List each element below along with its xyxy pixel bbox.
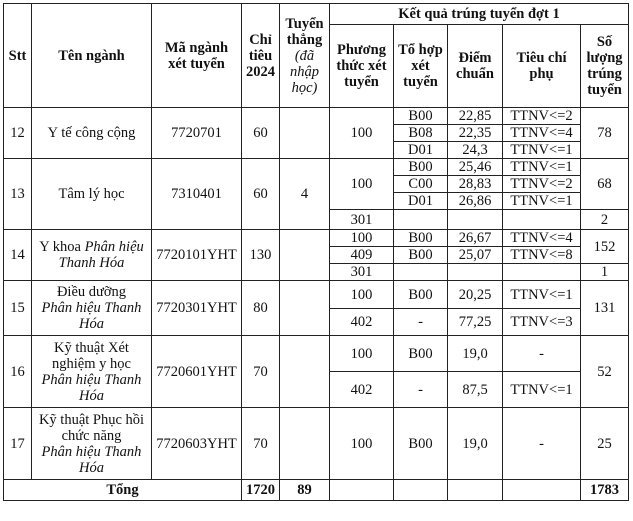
major-name-text: Kỹ thuật Xét nghiệm y học: [52, 339, 131, 372]
header-phuong-thuc: Phương thức xét tuyển: [330, 25, 394, 108]
major-name-text: Điều dưỡng: [56, 284, 127, 300]
combo-cell: D01: [394, 193, 448, 210]
admitted-count-cell: 131: [581, 281, 629, 336]
totals-blank-combo: [394, 480, 448, 501]
table-row: [4, 108, 629, 125]
score-cell: 19,0: [448, 336, 503, 372]
header-to-hop: Tổ hợp xét tuyển: [394, 25, 448, 108]
major-campus-text: Phân hiệu Thanh Hóa: [41, 300, 142, 332]
criteria-cell: [503, 264, 581, 281]
stt-cell: 13: [4, 159, 32, 230]
header-stt: Stt: [4, 4, 32, 108]
combo-cell: B00: [394, 247, 448, 264]
direct-cell: 4: [280, 159, 330, 230]
admitted-count-cell: 52: [581, 336, 629, 408]
totals-direct: 89: [280, 480, 330, 501]
admission-results-table-page: [0, 3, 633, 521]
header-tieu-chi: Tiêu chí phụ: [503, 25, 581, 108]
combo-cell: B00: [394, 159, 448, 176]
criteria-cell: -: [503, 408, 581, 480]
header-tuyen-thang-note: (đã nhập học): [290, 47, 319, 96]
criteria-cell: TTNV<=2: [503, 108, 581, 125]
quota-cell: 60: [242, 159, 280, 230]
major-code-cell: 7720101YHT: [152, 230, 242, 281]
combo-cell: B00: [394, 108, 448, 125]
admitted-count-cell: 1: [581, 264, 629, 281]
score-cell: 22,35: [448, 125, 503, 142]
score-cell: 19,0: [448, 408, 503, 480]
totals-label: Tổng: [4, 480, 242, 501]
major-code-cell: 7720701: [152, 108, 242, 159]
quota-cell: 70: [242, 336, 280, 408]
score-cell: 24,3: [448, 142, 503, 159]
combo-cell: B00: [394, 408, 448, 480]
admitted-count-cell: 78: [581, 108, 629, 159]
direct-cell: [280, 408, 330, 480]
admitted-count-cell: 68: [581, 159, 629, 210]
combo-cell: B00: [394, 281, 448, 309]
major-name-text: Y khoa: [39, 239, 81, 255]
admission-results-table: [3, 3, 629, 501]
criteria-cell: TTNV<=4: [503, 230, 581, 247]
quota-cell: 70: [242, 408, 280, 480]
quota-cell: 60: [242, 108, 280, 159]
combo-cell: C00: [394, 176, 448, 193]
stt-cell: 17: [4, 408, 32, 480]
major-code-cell: 7720301YHT: [152, 281, 242, 336]
totals-blank-score: [448, 480, 503, 501]
combo-cell: B00: [394, 336, 448, 372]
score-cell: 22,85: [448, 108, 503, 125]
header-chi-tieu: Chỉ tiêu 2024: [242, 4, 280, 108]
combo-cell: B00: [394, 230, 448, 247]
criteria-cell: TTNV<=1: [503, 281, 581, 309]
criteria-cell: TTNV<=8: [503, 247, 581, 264]
major-name-cell: [32, 336, 152, 408]
major-campus-text: Phân hiệu Thanh Hóa: [41, 371, 142, 404]
score-cell: [448, 264, 503, 281]
combo-cell: [394, 210, 448, 230]
admitted-count-cell: 2: [581, 210, 629, 230]
criteria-cell: [503, 210, 581, 230]
major-name-cell: [32, 408, 152, 480]
table-row: [4, 336, 629, 372]
combo-cell: D01: [394, 142, 448, 159]
method-cell: 301: [330, 210, 394, 230]
totals-row: [4, 480, 629, 501]
score-cell: 77,25: [448, 309, 503, 336]
score-cell: 26,86: [448, 193, 503, 210]
totals-blank-method: [330, 480, 394, 501]
score-cell: 87,5: [448, 372, 503, 408]
quota-cell: 130: [242, 230, 280, 281]
criteria-cell: TTNV<=1: [503, 159, 581, 176]
major-campus-text: Phân hiệu Thanh Hóa: [58, 239, 144, 271]
combo-cell: -: [394, 309, 448, 336]
stt-cell: 16: [4, 336, 32, 408]
direct-cell: [280, 108, 330, 159]
score-cell: 25,07: [448, 247, 503, 264]
score-cell: 26,67: [448, 230, 503, 247]
method-cell: 301: [330, 264, 394, 281]
table-row: [4, 230, 629, 247]
header-ten-nganh: Tên ngành: [32, 4, 152, 108]
score-cell: 20,25: [448, 281, 503, 309]
header-so-luong: Số lượng trúng tuyển: [581, 25, 629, 108]
admitted-count-cell: 152: [581, 230, 629, 264]
method-cell: 100: [330, 281, 394, 309]
header-tuyen-thang-label: Tuyển thẳng: [285, 15, 324, 48]
admitted-count-cell: 25: [581, 408, 629, 480]
score-cell: 28,83: [448, 176, 503, 193]
major-name-cell: [32, 230, 152, 281]
criteria-cell: TTNV<=1: [503, 142, 581, 159]
major-code-cell: 7720601YHT: [152, 336, 242, 408]
direct-cell: [280, 336, 330, 408]
direct-cell: [280, 230, 330, 281]
major-campus-text: Phân hiệu Thanh Hóa: [41, 443, 142, 476]
major-code-cell: 7720603YHT: [152, 408, 242, 480]
stt-cell: 14: [4, 230, 32, 281]
stt-cell: 15: [4, 281, 32, 336]
table-row: [4, 281, 629, 309]
combo-cell: B08: [394, 125, 448, 142]
method-cell: 402: [330, 309, 394, 336]
header-row-1: [4, 4, 629, 25]
criteria-cell: TTNV<=3: [503, 309, 581, 336]
stt-cell: 12: [4, 108, 32, 159]
score-cell: [448, 210, 503, 230]
header-diem-chuan: Điểm chuẩn: [448, 25, 503, 108]
criteria-cell: -: [503, 336, 581, 372]
totals-blank-criteria: [503, 480, 581, 501]
header-ma-nganh: Mã ngành xét tuyển: [152, 4, 242, 108]
method-cell: 409: [330, 247, 394, 264]
method-cell: 100: [330, 336, 394, 372]
method-cell: 100: [330, 408, 394, 480]
score-cell: 25,46: [448, 159, 503, 176]
totals-count: 1783: [581, 480, 629, 501]
major-name-cell: Tâm lý học: [32, 159, 152, 230]
major-name-cell: Y tế công cộng: [32, 108, 152, 159]
major-name-cell: [32, 281, 152, 336]
method-cell: 100: [330, 159, 394, 210]
combo-cell: [394, 264, 448, 281]
major-name-text: Kỹ thuật Phục hồi chức năng: [38, 411, 145, 444]
criteria-cell: TTNV<=2: [503, 176, 581, 193]
header-tuyen-thang: [280, 4, 330, 108]
method-cell: 402: [330, 372, 394, 408]
header-ket-qua: Kết quả trúng tuyển đợt 1: [330, 4, 629, 25]
table-row: [4, 408, 629, 480]
criteria-cell: TTNV<=1: [503, 193, 581, 210]
direct-cell: [280, 281, 330, 336]
method-cell: 100: [330, 108, 394, 159]
criteria-cell: TTNV<=4: [503, 125, 581, 142]
quota-cell: 80: [242, 281, 280, 336]
method-cell: 100: [330, 230, 394, 247]
major-code-cell: 7310401: [152, 159, 242, 230]
criteria-cell: TTNV<=1: [503, 372, 581, 408]
table-row: [4, 159, 629, 176]
combo-cell: -: [394, 372, 448, 408]
totals-quota: 1720: [242, 480, 280, 501]
